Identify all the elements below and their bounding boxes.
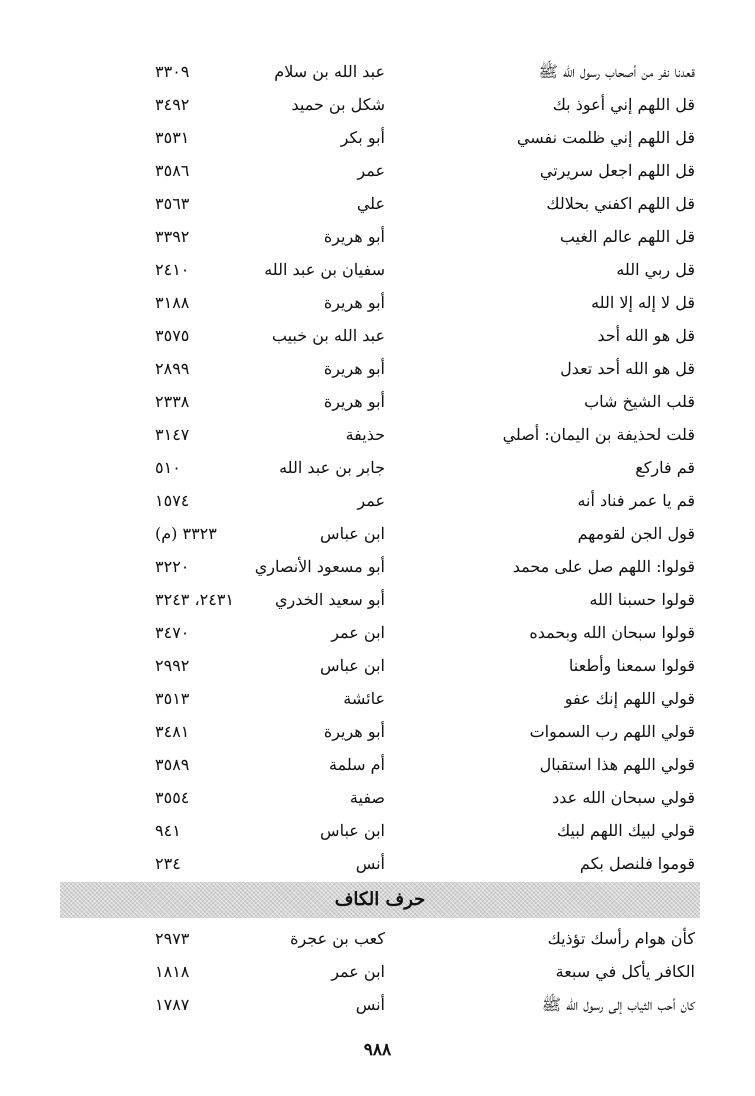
hadith-number-value: ٣١٤٧ — [155, 425, 190, 444]
hadith-number — [60, 418, 235, 451]
hadith-number-value: ٥١٠ — [155, 458, 181, 477]
hadith-text: قولوا حسبنا الله — [589, 590, 695, 609]
hadith-number-value: ٢٩٩٢ — [155, 656, 190, 675]
hadith-number — [60, 748, 235, 781]
narrator-name: أبو هريرة — [323, 392, 385, 411]
hadith-text: الكافر يأكل في سبعة — [555, 962, 695, 981]
hadith-number-value: ٢٣٤ — [155, 854, 181, 873]
index-row — [60, 781, 700, 814]
hadith-number — [60, 988, 235, 1021]
hadith-text: قولي اللهم إنك عفو — [564, 689, 695, 708]
index-row — [60, 451, 700, 484]
narrator-name: شكل بن حميد — [291, 95, 385, 114]
hadith-number — [60, 154, 235, 187]
narrator-name: سفيان بن عبد الله — [264, 260, 385, 279]
hadith-number-value: ٢٨٩٩ — [155, 359, 190, 378]
hadith-text: قل اللهم اكفني بحلالك — [546, 194, 695, 213]
index-row — [60, 682, 700, 715]
index-row — [60, 922, 700, 955]
index-row — [60, 583, 700, 616]
index-row — [60, 319, 700, 352]
hadith-number — [60, 187, 235, 220]
hadith-number — [60, 352, 235, 385]
hadith-text: قل اللهم إني أعوذ بك — [552, 95, 695, 114]
entries-qaf — [60, 55, 700, 880]
narrator-name: أبو سعيد الخدري — [275, 590, 385, 609]
hadith-number-value: ٢٤٣١، ٣٢٤٣ — [155, 590, 234, 609]
hadith-number-value: ٣٣٩٢ — [155, 227, 190, 246]
hadith-number — [60, 319, 235, 352]
hadith-number — [60, 517, 235, 550]
narrator-name: عائشة — [343, 689, 385, 708]
section-title: حرف الكاف — [334, 889, 426, 910]
hadith-number-value: ٢٩٧٣ — [155, 929, 190, 948]
hadith-number — [60, 121, 235, 154]
narrator-name: أبو هريرة — [323, 359, 385, 378]
hadith-number — [60, 922, 235, 955]
hadith-text: قولوا: اللهم صل على محمد — [512, 557, 695, 576]
hadith-number — [60, 484, 235, 517]
index-row — [60, 517, 700, 550]
hadith-number-value: ٣٥٨٦ — [155, 161, 190, 180]
index-row — [60, 955, 700, 988]
narrator-name: صفية — [349, 788, 385, 807]
hadith-number-value: ٣٥٥٤ — [155, 788, 190, 807]
narrator-name: ابن عمر — [331, 623, 385, 642]
hadith-text: قل هو الله أحد تعدل — [560, 359, 695, 378]
hadith-text: قول الجن لقومهم — [577, 524, 695, 543]
narrator-name: أبو مسعود الأنصاري — [254, 557, 385, 576]
hadith-text: قل هو الله أحد — [597, 326, 695, 345]
hadith-number — [60, 781, 235, 814]
hadith-number-value: ٣١٨٨ — [155, 293, 190, 312]
hadith-text: كان أحب الثياب إلى رسول الله ﷺ — [541, 995, 695, 1014]
index-row — [60, 550, 700, 583]
index-row — [60, 814, 700, 847]
section-header — [60, 882, 700, 918]
hadith-text: قولي لبيك اللهم لبيك — [556, 821, 695, 840]
hadith-text: قولوا سمعنا وأطعنا — [568, 656, 695, 675]
hadith-number-value: ٣٤٩٢ — [155, 95, 190, 114]
hadith-text: قم فاركع — [635, 458, 695, 477]
hadith-number-value: ٣٢٢٠ — [155, 557, 190, 576]
hadith-text: قعدنا نفر من أصحاب رسول الله ﷺ — [538, 62, 695, 81]
hadith-text: قل ربي الله — [616, 260, 695, 279]
index-row — [60, 286, 700, 319]
hadith-number-value: ٣٥٦٣ — [155, 194, 190, 213]
narrator-name: ابن عباس — [320, 524, 385, 543]
hadith-text: قل اللهم اجعل سريرتي — [539, 161, 695, 180]
hadith-number — [60, 451, 235, 484]
narrator-name: حذيفة — [345, 425, 385, 444]
hadith-number-value: ٣٥٣١ — [155, 128, 190, 147]
hadith-text: قلب الشيخ شاب — [584, 392, 695, 411]
hadith-text: قلت لحذيفة بن اليمان: أصلي — [502, 425, 695, 444]
hadith-number — [60, 649, 235, 682]
hadith-text: قل اللهم عالم الغيب — [559, 227, 695, 246]
hadith-number — [60, 583, 235, 616]
narrator-name: ابن عباس — [320, 821, 385, 840]
index-row — [60, 649, 700, 682]
narrator-name: كعب بن عجرة — [290, 929, 385, 948]
index-row — [60, 988, 700, 1021]
hadith-number — [60, 955, 235, 988]
hadith-number-value: ٣٣٠٩ — [155, 62, 190, 81]
hadith-text: قل لا إله إلا الله — [591, 293, 695, 312]
narrator-name: أبو هريرة — [323, 293, 385, 312]
hadith-number — [60, 88, 235, 121]
index-row — [60, 154, 700, 187]
hadith-number — [60, 814, 235, 847]
hadith-number — [60, 682, 235, 715]
hadith-text: قولي سبحان الله عدد — [552, 788, 695, 807]
index-row — [60, 385, 700, 418]
hadith-number — [60, 220, 235, 253]
hadith-number-value: ١٧٨٧ — [155, 995, 190, 1014]
narrator-name: أبو هريرة — [323, 227, 385, 246]
narrator-name: أنس — [355, 995, 385, 1014]
index-row — [60, 418, 700, 451]
hadith-number — [60, 55, 235, 88]
hadith-text: قم يا عمر فناد أنه — [577, 491, 695, 510]
hadith-number-value: ٣٥٨٩ — [155, 755, 190, 774]
index-row — [60, 748, 700, 781]
hadith-number-value: ٣٤٨١ — [155, 722, 190, 741]
hadith-number-value: ٣٥٧٥ — [155, 326, 190, 345]
hadith-number — [60, 715, 235, 748]
index-row — [60, 220, 700, 253]
index-row — [60, 352, 700, 385]
hadith-number-value: ٣٥١٣ — [155, 689, 190, 708]
page-number: ٩٨٨ — [363, 1040, 392, 1060]
index-row — [60, 187, 700, 220]
narrator-name: عمر — [357, 491, 385, 510]
hadith-number — [60, 847, 235, 880]
hadith-number — [60, 286, 235, 319]
hadith-number — [60, 616, 235, 649]
index-row — [60, 847, 700, 880]
narrator-name: عبد الله بن خبيب — [271, 326, 385, 345]
hadith-text: قولوا سبحان الله وبحمده — [529, 623, 695, 642]
hadith-number — [60, 385, 235, 418]
index-row — [60, 55, 700, 88]
hadith-text: قولي اللهم هذا استقبال — [539, 755, 695, 774]
hadith-number-value: ٣٣٢٣ (م) — [155, 524, 217, 543]
hadith-text: كأن هوام رأسك تؤذيك — [547, 929, 695, 948]
hadith-number-value: ٢٣٣٨ — [155, 392, 190, 411]
hadith-number — [60, 550, 235, 583]
hadith-index-table — [60, 55, 700, 1021]
narrator-name: أم سلمة — [329, 755, 385, 774]
narrator-name: علي — [356, 194, 385, 213]
narrator-name: عمر — [357, 161, 385, 180]
index-row — [60, 484, 700, 517]
index-row — [60, 121, 700, 154]
index-row — [60, 715, 700, 748]
entries-kaf — [60, 922, 700, 1021]
hadith-number-value: ٩٤١ — [155, 821, 181, 840]
hadith-text: قل اللهم إني ظلمت نفسي — [516, 128, 695, 147]
narrator-name: عبد الله بن سلام — [274, 62, 385, 81]
narrator-name: جابر بن عبد الله — [279, 458, 385, 477]
hadith-number-value: ٢٤١٠ — [155, 260, 190, 279]
narrator-name: أنس — [355, 854, 385, 873]
hadith-text: قوموا فلنصل بكم — [579, 854, 695, 873]
index-row — [60, 616, 700, 649]
hadith-number-value: ١٥٧٤ — [155, 491, 190, 510]
narrator-name: أبو بكر — [340, 128, 385, 147]
hadith-number-value: ١٨١٨ — [155, 962, 190, 981]
narrator-name: ابن عباس — [320, 656, 385, 675]
index-row — [60, 88, 700, 121]
hadith-number-value: ٣٤٧٠ — [155, 623, 190, 642]
narrator-name: أبو هريرة — [323, 722, 385, 741]
narrator-name: ابن عمر — [331, 962, 385, 981]
hadith-number — [60, 253, 235, 286]
hadith-text: قولي اللهم رب السموات — [529, 722, 695, 741]
index-row — [60, 253, 700, 286]
